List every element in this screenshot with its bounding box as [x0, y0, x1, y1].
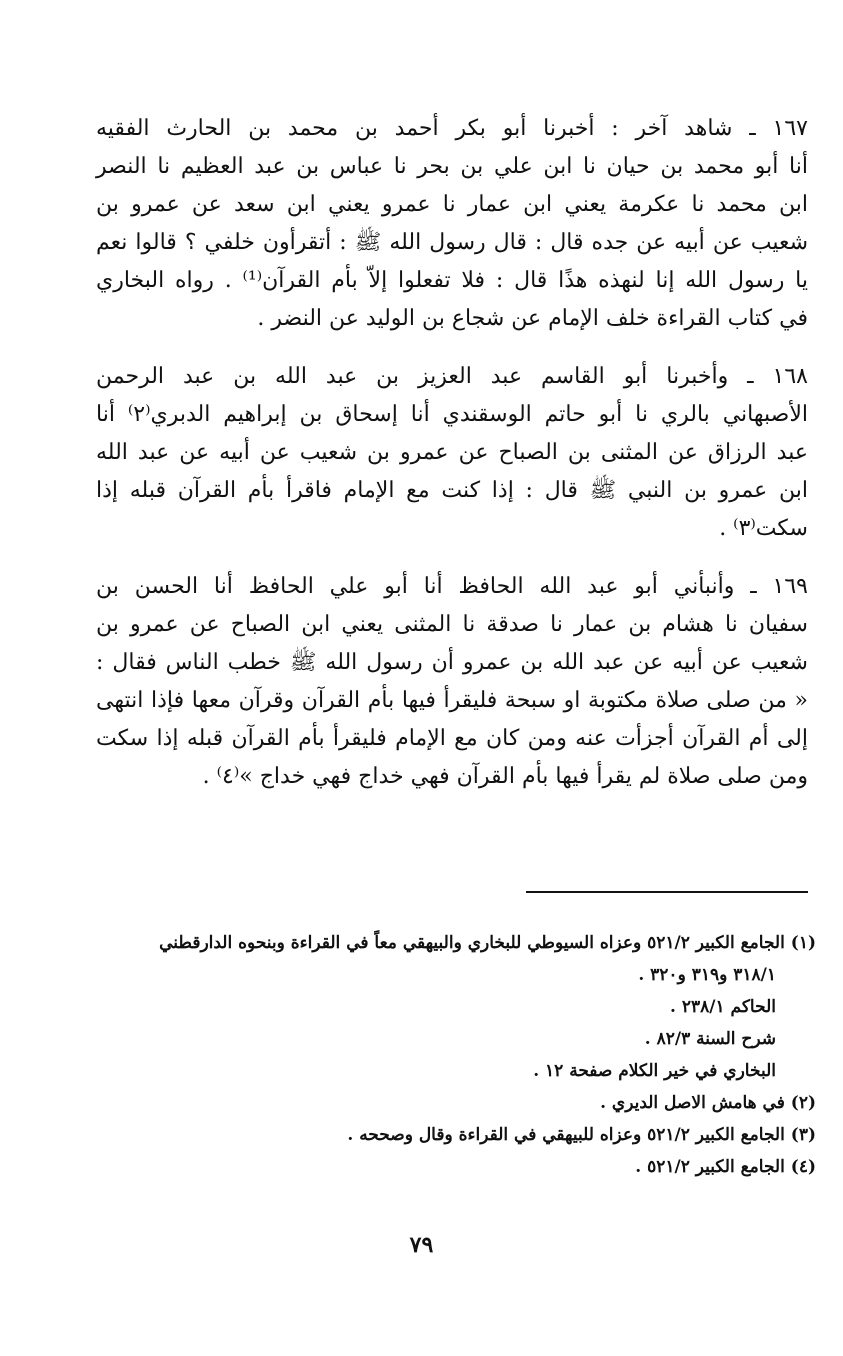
text-line: ١٦٨ ـ وأخبرنا أبو القاسم عبد العزيز بن عبد الله بن عبد الرحمن — [96, 364, 808, 389]
text-line: « من صلى صلاة مكتوبة او سبحة فليقرأ فيها بأم القرآن وقرآن معها فإذا انتهى — [96, 688, 808, 713]
text-line: سفيان نا هشام بن عمار نا صدقة نا المثنى يعني ابن الصباح عن عمرو بن — [96, 612, 808, 637]
footnote-line: (٣) الجامع الكبير ٥٢١/٢ وعزاه للبيهقي في القراءة وقال وصححه . — [347, 1125, 816, 1145]
footnote-line: البخاري في خير الكلام صفحة ١٢ . — [533, 1061, 776, 1081]
text-line: ابن عمرو بن النبي ﷺ قال : إذا كنت مع الإمام فاقرأ بأم القرآن قبله إذا — [96, 478, 808, 503]
text-line: ١٦٧ ـ شاهد آخر : أخبرنا أبو بكر أحمد بن محمد بن الحارث الفقيه — [96, 116, 808, 141]
main-text — [96, 110, 808, 796]
text-line: الأصبهاني بالري نا أبو حاتم الوسقندي أنا إسحاق بن إبراهيم الدبري⁽٢⁾ أنا — [96, 402, 808, 427]
text-line: شعيب عن أبيه عن عبد الله بن عمرو أن رسول الله ﷺ خطب الناس فقال : — [96, 650, 808, 675]
text-line: سكت⁽٣⁾ . — [719, 516, 808, 541]
page-number: ٧٩ — [409, 1232, 434, 1258]
footnote-line: (٢) في هامش الاصل الديري . — [600, 1093, 816, 1113]
text-line: في كتاب القراءة خلف الإمام عن شجاع بن الوليد عن النضر . — [257, 306, 808, 331]
footnotes — [110, 927, 816, 1183]
hadith-169 — [96, 568, 808, 796]
footnote-line: (٤) الجامع الكبير ٥٢١/٢ . — [635, 1157, 816, 1177]
hadith-167 — [96, 110, 808, 338]
footnote-line: (١) الجامع الكبير ٥٢١/٢ وعزاه السيوطي للبخاري والبيهقي معاً في القراءة وبنحوه الدارقطني — [159, 933, 816, 953]
footnote-separator — [526, 891, 808, 893]
footnote-line: شرح السنة ٨٢/٣ . — [644, 1029, 776, 1049]
text-line: يا رسول الله إنا لنهذه هذًا قال : فلا تفعلوا إلاّ بأم القرآن⁽¹⁾ . رواه البخاري — [96, 268, 808, 293]
text-line: عبد الرزاق عن المثنى بن الصباح عن عمرو بن شعيب عن أبيه عن عبد الله — [96, 440, 808, 465]
text-line: ابن محمد نا عكرمة يعني ابن عمار نا عمرو يعني ابن سعد عن عمرو بن — [96, 192, 808, 217]
text-line: ومن صلى صلاة لم يقرأ فيها بأم القرآن فهي خداج فهي خداج »⁽٤⁾ . — [202, 764, 808, 789]
hadith-168 — [96, 358, 808, 548]
text-line: ١٦٩ ـ وأنبأني أبو عبد الله الحافظ أنا أبو علي الحافظ أنا الحسن بن — [96, 574, 808, 599]
footnote-line: الحاكم ٢٣٨/١ . — [670, 997, 776, 1017]
text-line: أنا أبو محمد بن حيان نا ابن علي بن بحر نا عباس بن عبد العظيم نا النصر — [96, 154, 808, 179]
text-line: إلى أم القرآن أجزأت عنه ومن كان مع الإمام فليقرأ بأم القرآن قبله إذا سكت — [96, 726, 808, 751]
text-line: شعيب عن أبيه عن جده قال : قال رسول الله ﷺ : أتقرأون خلفي ؟ قالوا نعم — [96, 230, 808, 255]
footnote-line: ٣١٨/١ و٣١٩ و٣٢٠ . — [638, 965, 776, 985]
